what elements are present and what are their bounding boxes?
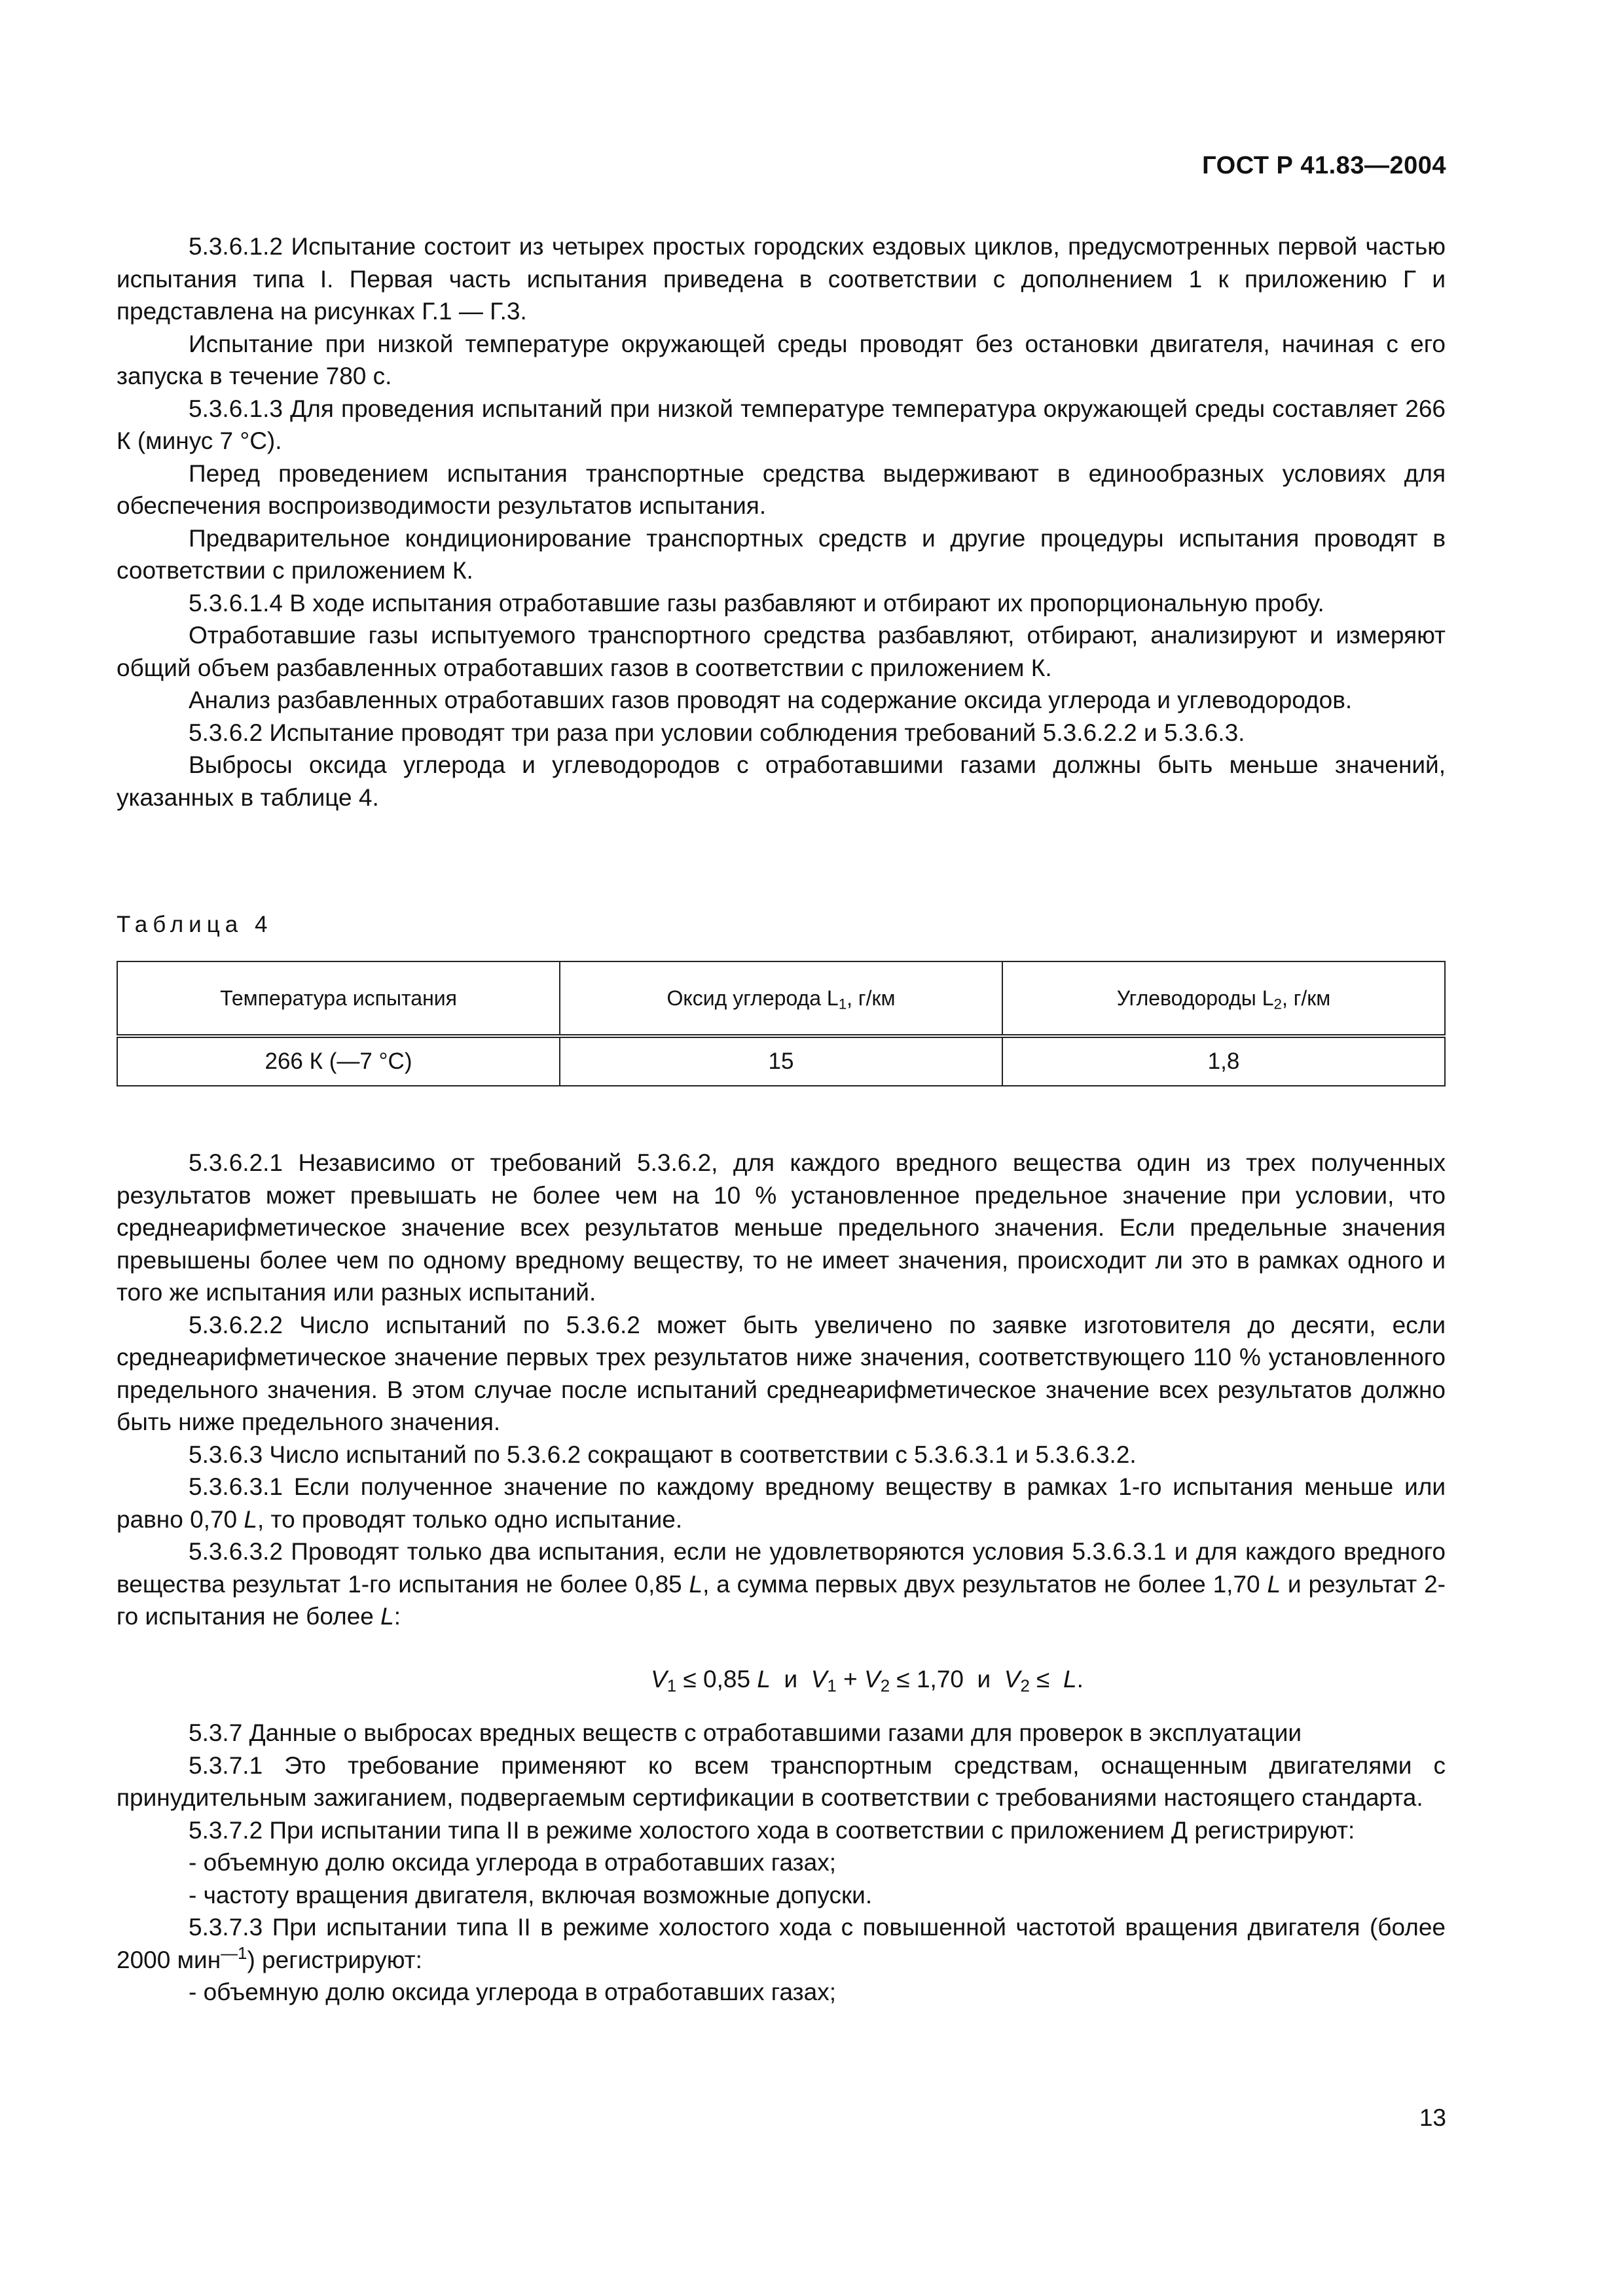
paragraph: 5.3.7.2 При испытании типа II в режиме холостого хода в соответствии с приложением Д регистрируют: [189, 1816, 1355, 1844]
table-cell: 15 [560, 1036, 1002, 1086]
paragraph: 5.3.7 Данные о выбросах вредных веществ с отработавшими газами для проверок в эксплуатации [189, 1719, 1302, 1746]
header-unit: , г/км [1281, 986, 1331, 1010]
list-item: - объемную долю оксида углерода в отработавших газах; [189, 1979, 836, 2005]
header-text: Углеводороды L [1116, 986, 1274, 1010]
paragraph [117, 1535, 1446, 1633]
header-unit: , г/км [847, 986, 896, 1010]
symbol-l: L [1063, 1666, 1077, 1693]
symbol-l: L [1267, 1570, 1281, 1598]
text-run: ) регистрируют: [247, 1946, 422, 1973]
symbol-l: L [380, 1603, 394, 1630]
header-cell [117, 961, 560, 1036]
formula [0, 1666, 1623, 1696]
text-run: ≤ [1029, 1666, 1064, 1693]
paragraph: Перед проведением испытания транспортные средства выдерживают в единообразных условиях для обеспечения воспроизводимости результатов испытания. [117, 459, 1446, 519]
emission-limits-table [117, 961, 1446, 1086]
text-block-2 [117, 1147, 1446, 1633]
document-id-header: ГОСТ Р 41.83—2004 [1202, 152, 1446, 179]
superscript: —1 [221, 1944, 247, 1963]
paragraph: 5.3.6.1.2 Испытание состоит из четырех простых городских ездовых циклов, предусмотренных первой частью испытания типа I. Первая часть испытания приведена в соответствии с дополнением 1 к приложению Г и представлена на рисунках Г.1 — Г.3. [117, 233, 1446, 325]
text-run: и [770, 1666, 811, 1693]
text-run: , то проводят только одно испытание. [257, 1505, 683, 1533]
paragraph: 5.3.6.1.3 Для проведения испытаний при низкой температуре температура окружающей среды составляет 266 К (минус 7 °С). [117, 395, 1446, 454]
text-run: , а сумма первых двух результатов не более 1,70 [702, 1570, 1267, 1598]
paragraph: Отработавшие газы испытуемого транспортного средства разбавляют, отбирают, анализируют и измеряют общий объем разбавленных отработавших газов в соответствии с приложением К. [117, 622, 1446, 681]
table-caption: Таблица 4 [117, 912, 273, 937]
paragraph: 5.3.6.1.4 В ходе испытания отработавшие газы разбавляют и отбирают их пропорциональную пробу. [189, 589, 1324, 617]
text-run: и результат 2-го испытания не более [117, 1570, 1446, 1630]
symbol-v: V [651, 1666, 667, 1693]
text-run: 5.3.6.3.1 Если полученное значение по каждому вредному веществу в рамках 1-го испытания меньше или равно 0,70 [117, 1473, 1446, 1533]
paragraph: 5.3.6.3 Число испытаний по 5.3.6.2 сокращают в соответствии с 5.3.6.3.1 и 5.3.6.3.2. [189, 1441, 1137, 1468]
table-cell: 266 К (—7 °С) [117, 1036, 560, 1086]
symbol-l: L [244, 1505, 257, 1533]
table-row [117, 1036, 1445, 1086]
symbol-v: V [1004, 1666, 1021, 1693]
symbol-v: V [864, 1666, 881, 1693]
text-run: . [1076, 1666, 1084, 1693]
table-cell: 1,8 [1002, 1036, 1445, 1086]
symbol-l: L [757, 1666, 771, 1693]
header-text: Оксид углерода L [666, 986, 839, 1010]
header-subscript: 1 [838, 996, 847, 1013]
header-cell [560, 961, 1002, 1036]
paragraph [117, 1911, 1446, 1976]
subscript: 1 [827, 1677, 837, 1696]
paragraph [117, 1471, 1446, 1535]
page-number: 13 [1419, 2104, 1446, 2131]
paragraph: Предварительное кондиционирование транспортных средств и другие процедуры испытания проводят в соответствии с приложением К. [117, 524, 1446, 584]
subscript: 1 [666, 1677, 677, 1696]
list-item: - объемную долю оксида углерода в отработавших газах; [189, 1849, 836, 1876]
paragraph: Испытание при низкой температуре окружающей среды проводят без остановки двигателя, начиная с его запуска в течение 780 с. [117, 330, 1446, 389]
paragraph: 5.3.6.2.2 Число испытаний по 5.3.6.2 может быть увеличено по заявке изготовителя до десяти, если среднеарифметическое значение первых трех результатов ниже значения, соответствующего 110 % установленного предельного значения. В этом случае после испытаний среднеарифметическое значение всех результатов должно быть ниже предельного значения. [117, 1311, 1446, 1435]
symbol-v: V [811, 1666, 828, 1693]
header-text: Температура испытания [220, 986, 457, 1010]
header-cell [1002, 961, 1445, 1036]
text-block-1 [117, 230, 1446, 814]
text-run: и [977, 1666, 1004, 1693]
subscript: 2 [880, 1677, 890, 1696]
header-subscript: 2 [1273, 996, 1282, 1013]
text-run: + [836, 1666, 864, 1693]
subscript: 2 [1020, 1677, 1030, 1696]
text-run: ≤ 1,70 [890, 1666, 977, 1693]
text-run: 5.3.7.3 При испытании типа II в режиме холостого хода с повышенной частотой вращения двигателя (более 2000 мин [117, 1914, 1446, 1973]
paragraph: 5.3.6.2 Испытание проводят три раза при условии соблюдения требований 5.3.6.2.2 и 5.3.6.3. [189, 719, 1245, 746]
text-run: ≤ 0,85 [676, 1666, 757, 1693]
symbol-l: L [689, 1570, 703, 1598]
paragraph: Выбросы оксида углерода и углеводородов с отработавшими газами должны быть меньше значений, указанных в таблице 4. [117, 751, 1446, 811]
paragraph: Анализ разбавленных отработавших газов проводят на содержание оксида углерода и углеводородов. [189, 687, 1353, 713]
text-run: 5.3.6.3.2 Проводят только два испытания, если не удовлетворяются условия 5.3.6.3.1 и для каждого вредного вещества результат 1-го испытания не более 0,85 [117, 1538, 1446, 1598]
table-header-row [117, 961, 1445, 1036]
paragraph: 5.3.7.1 Это требование применяют ко всем транспортным средствам, оснащенным двигателями с принудительным зажиганием, подвергаемым сертификации в соответствии с требованиями настоящего стандарта. [117, 1751, 1446, 1811]
text-run: : [393, 1603, 401, 1630]
list-item: - частоту вращения двигателя, включая возможные допуски. [189, 1881, 873, 1909]
text-block-3 [117, 1717, 1446, 2009]
paragraph: 5.3.6.2.1 Независимо от требований 5.3.6.2, для каждого вредного вещества один из трех полученных результатов может превышать не более чем на 10 % установленное предельное значение при условии, что среднеарифметическое значение всех результатов меньше предельного значения. Если предельные значения превышены более чем по одному вредному веществу, то не имеет значения, происходит ли это в рамках одного и того же испытания или разных испытаний. [117, 1149, 1446, 1306]
